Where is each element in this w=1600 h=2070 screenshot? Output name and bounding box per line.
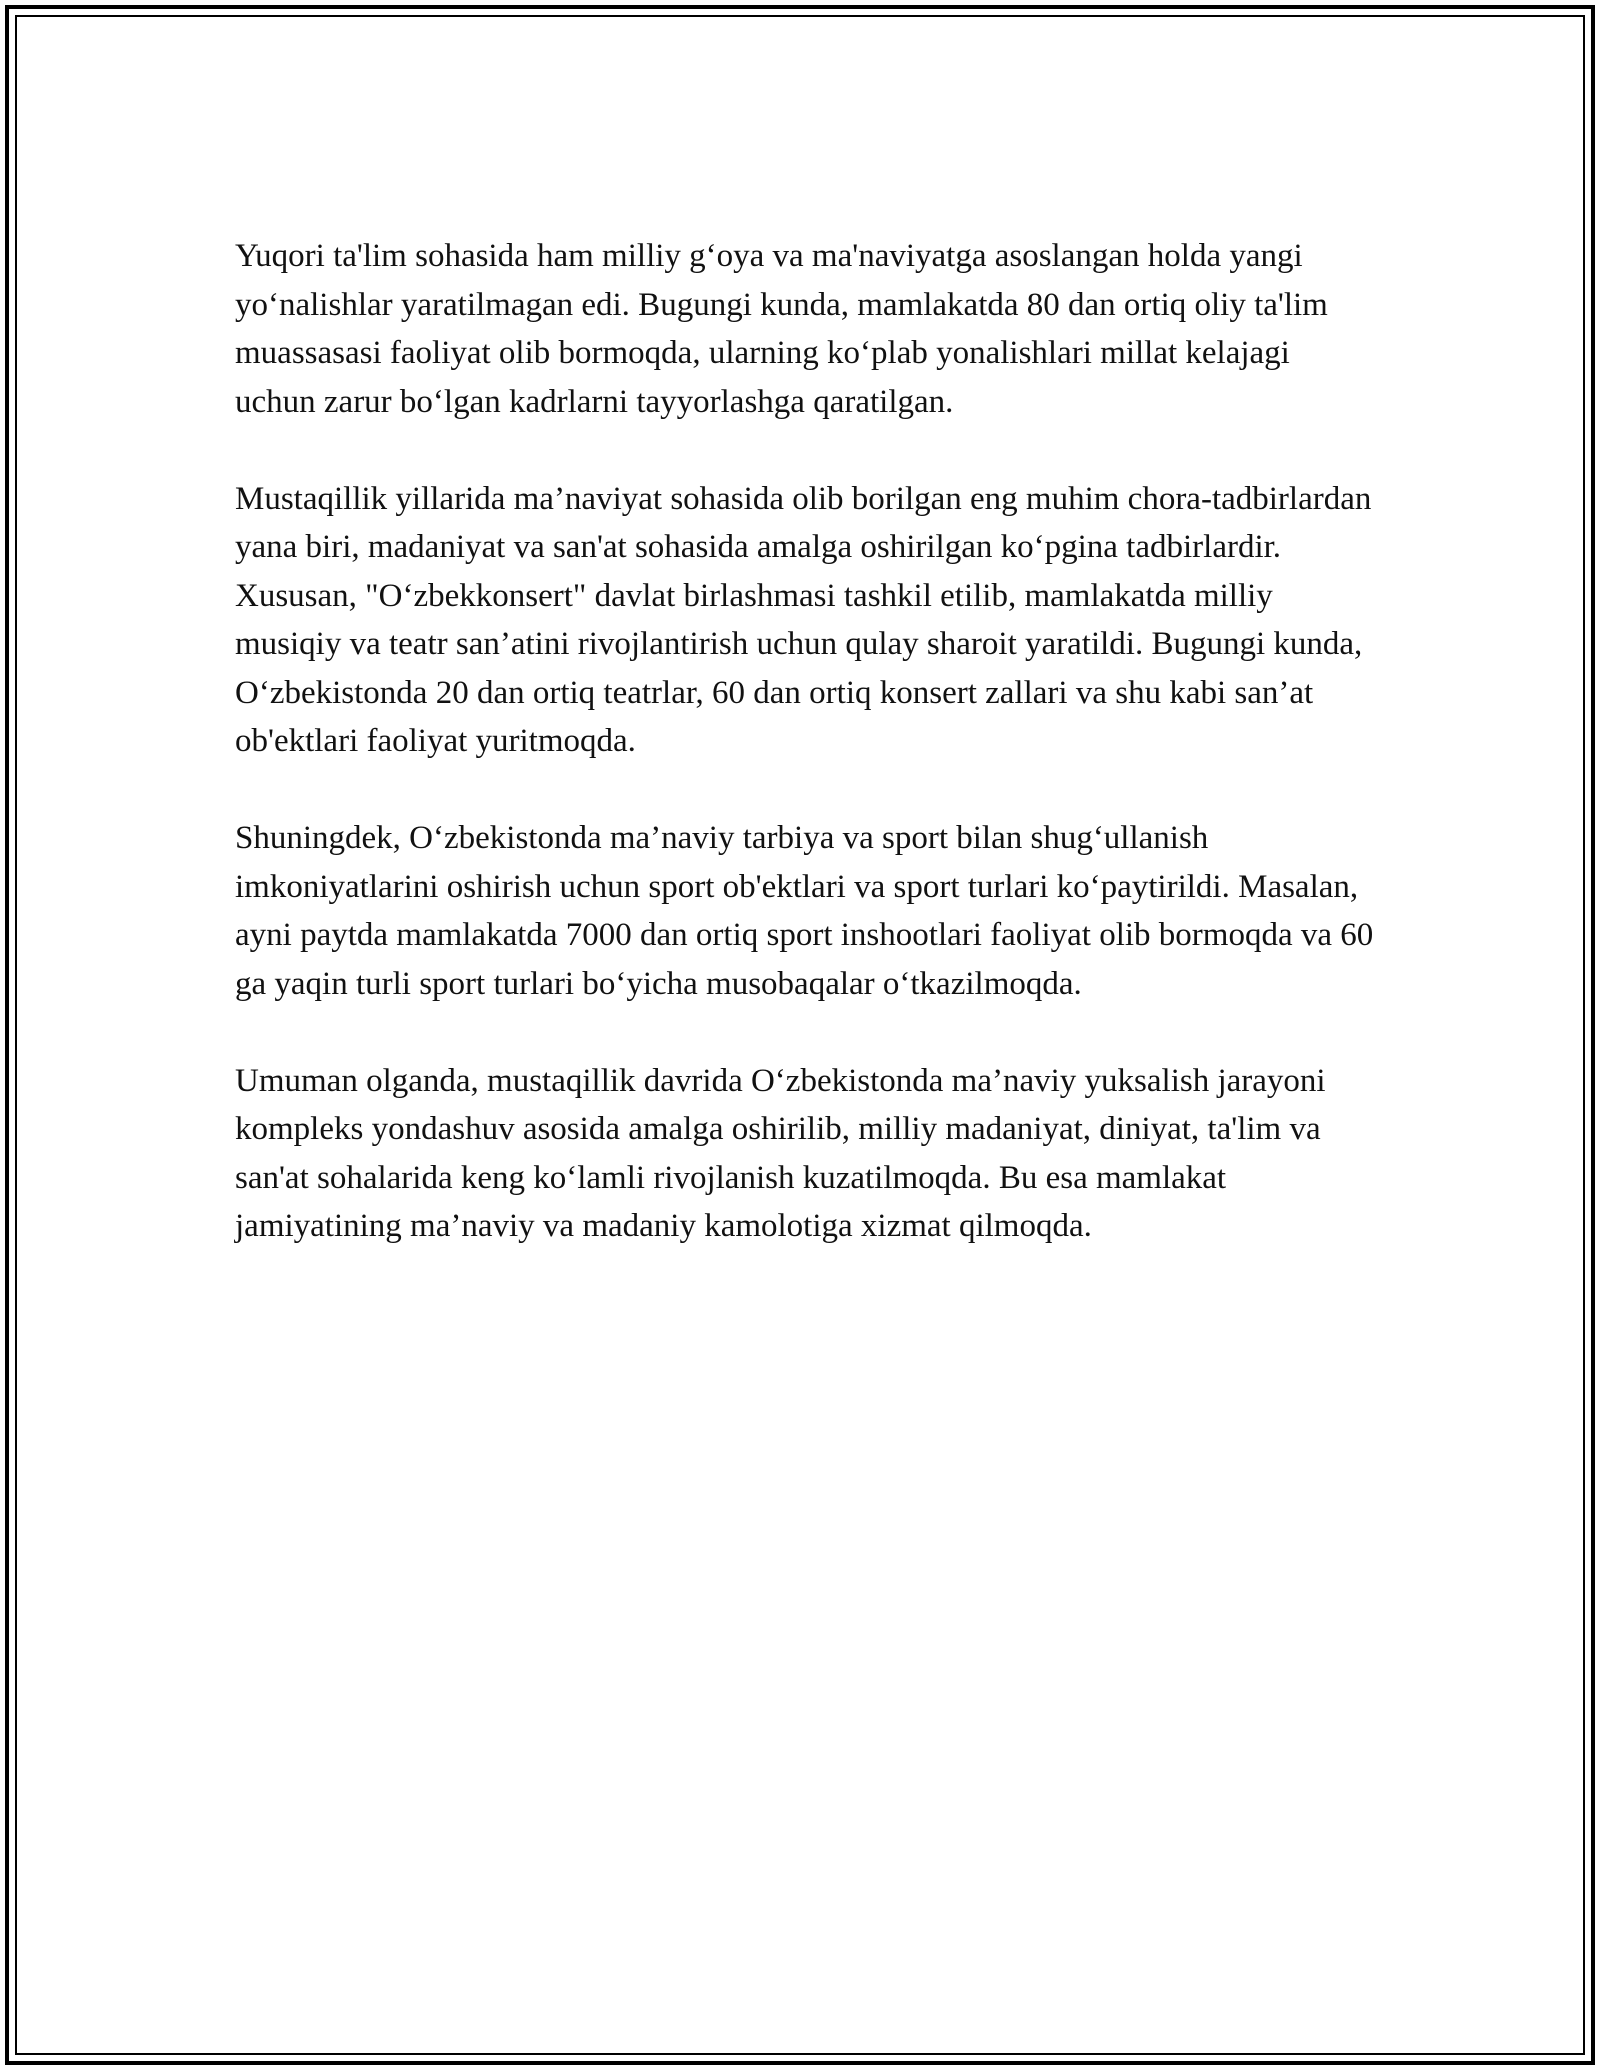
paragraph-4: Umuman olganda, mustaqillik davrida O‘zbekistonda ma’naviy yuksalish jarayoni kompleks yondashuv asosida amalga oshirilib, milliy madaniyat, diniyat, ta'lim va san'at sohalarida keng ko‘lamli rivojlanish kuzatilmoqda. Bu esa mamlakat jamiyatining ma’naviy va madaniy kamolotiga xizmat qilmoqda. [235, 1062, 1326, 1244]
paragraph-3: Shuningdek, O‘zbekistonda ma’naviy tarbiya va sport bilan shug‘ullanish imkoniyatlarini oshirish uchun sport ob'ektlari va sport turlari ko‘paytirildi. Masalan, ayni paytda mamlakatda 7000 dan ortiq sport inshootlari faoliyat olib bormoqda va 60 ga yaqin turli sport turlari bo‘yicha musobaqalar o‘tkazilmoqda. [235, 820, 1374, 1002]
paragraph-2: Mustaqillik yillarida ma’naviyat sohasida olib borilgan eng muhim chora-tadbirlardan yana biri, madaniyat va san'at sohasida amalga oshirilgan ko‘pgina tadbirlardir. Xususan, "O‘zbekkonsert" davlat birlashmasi tashkil etilib, mamlakatda milliy musiqiy va teatr san’atini rivojlantirish uchun qulay sharoit yaratildi. Bugungi kunda, O‘zbekistonda 20 dan ortiq teatrlar, 60 dan ortiq konsert zallari va shu kabi san’at ob'ektlari faoliyat yuritmoqda. [235, 480, 1372, 759]
document-body [235, 232, 1375, 1299]
paragraph-1: Yuqori ta'lim sohasida ham milliy g‘oya va ma'naviyatga asoslangan holda yangi yo‘nalishlar yaratilmagan edi. Bugungi kunda, mamlakatda 80 dan ortiq oliy ta'lim muassasasi faoliyat olib bormoqda, ularning ko‘plab yonalishlari millat kelajagi uchun zarur bo‘lgan kadrlarni tayyorlashga qaratilgan. [235, 238, 1328, 420]
